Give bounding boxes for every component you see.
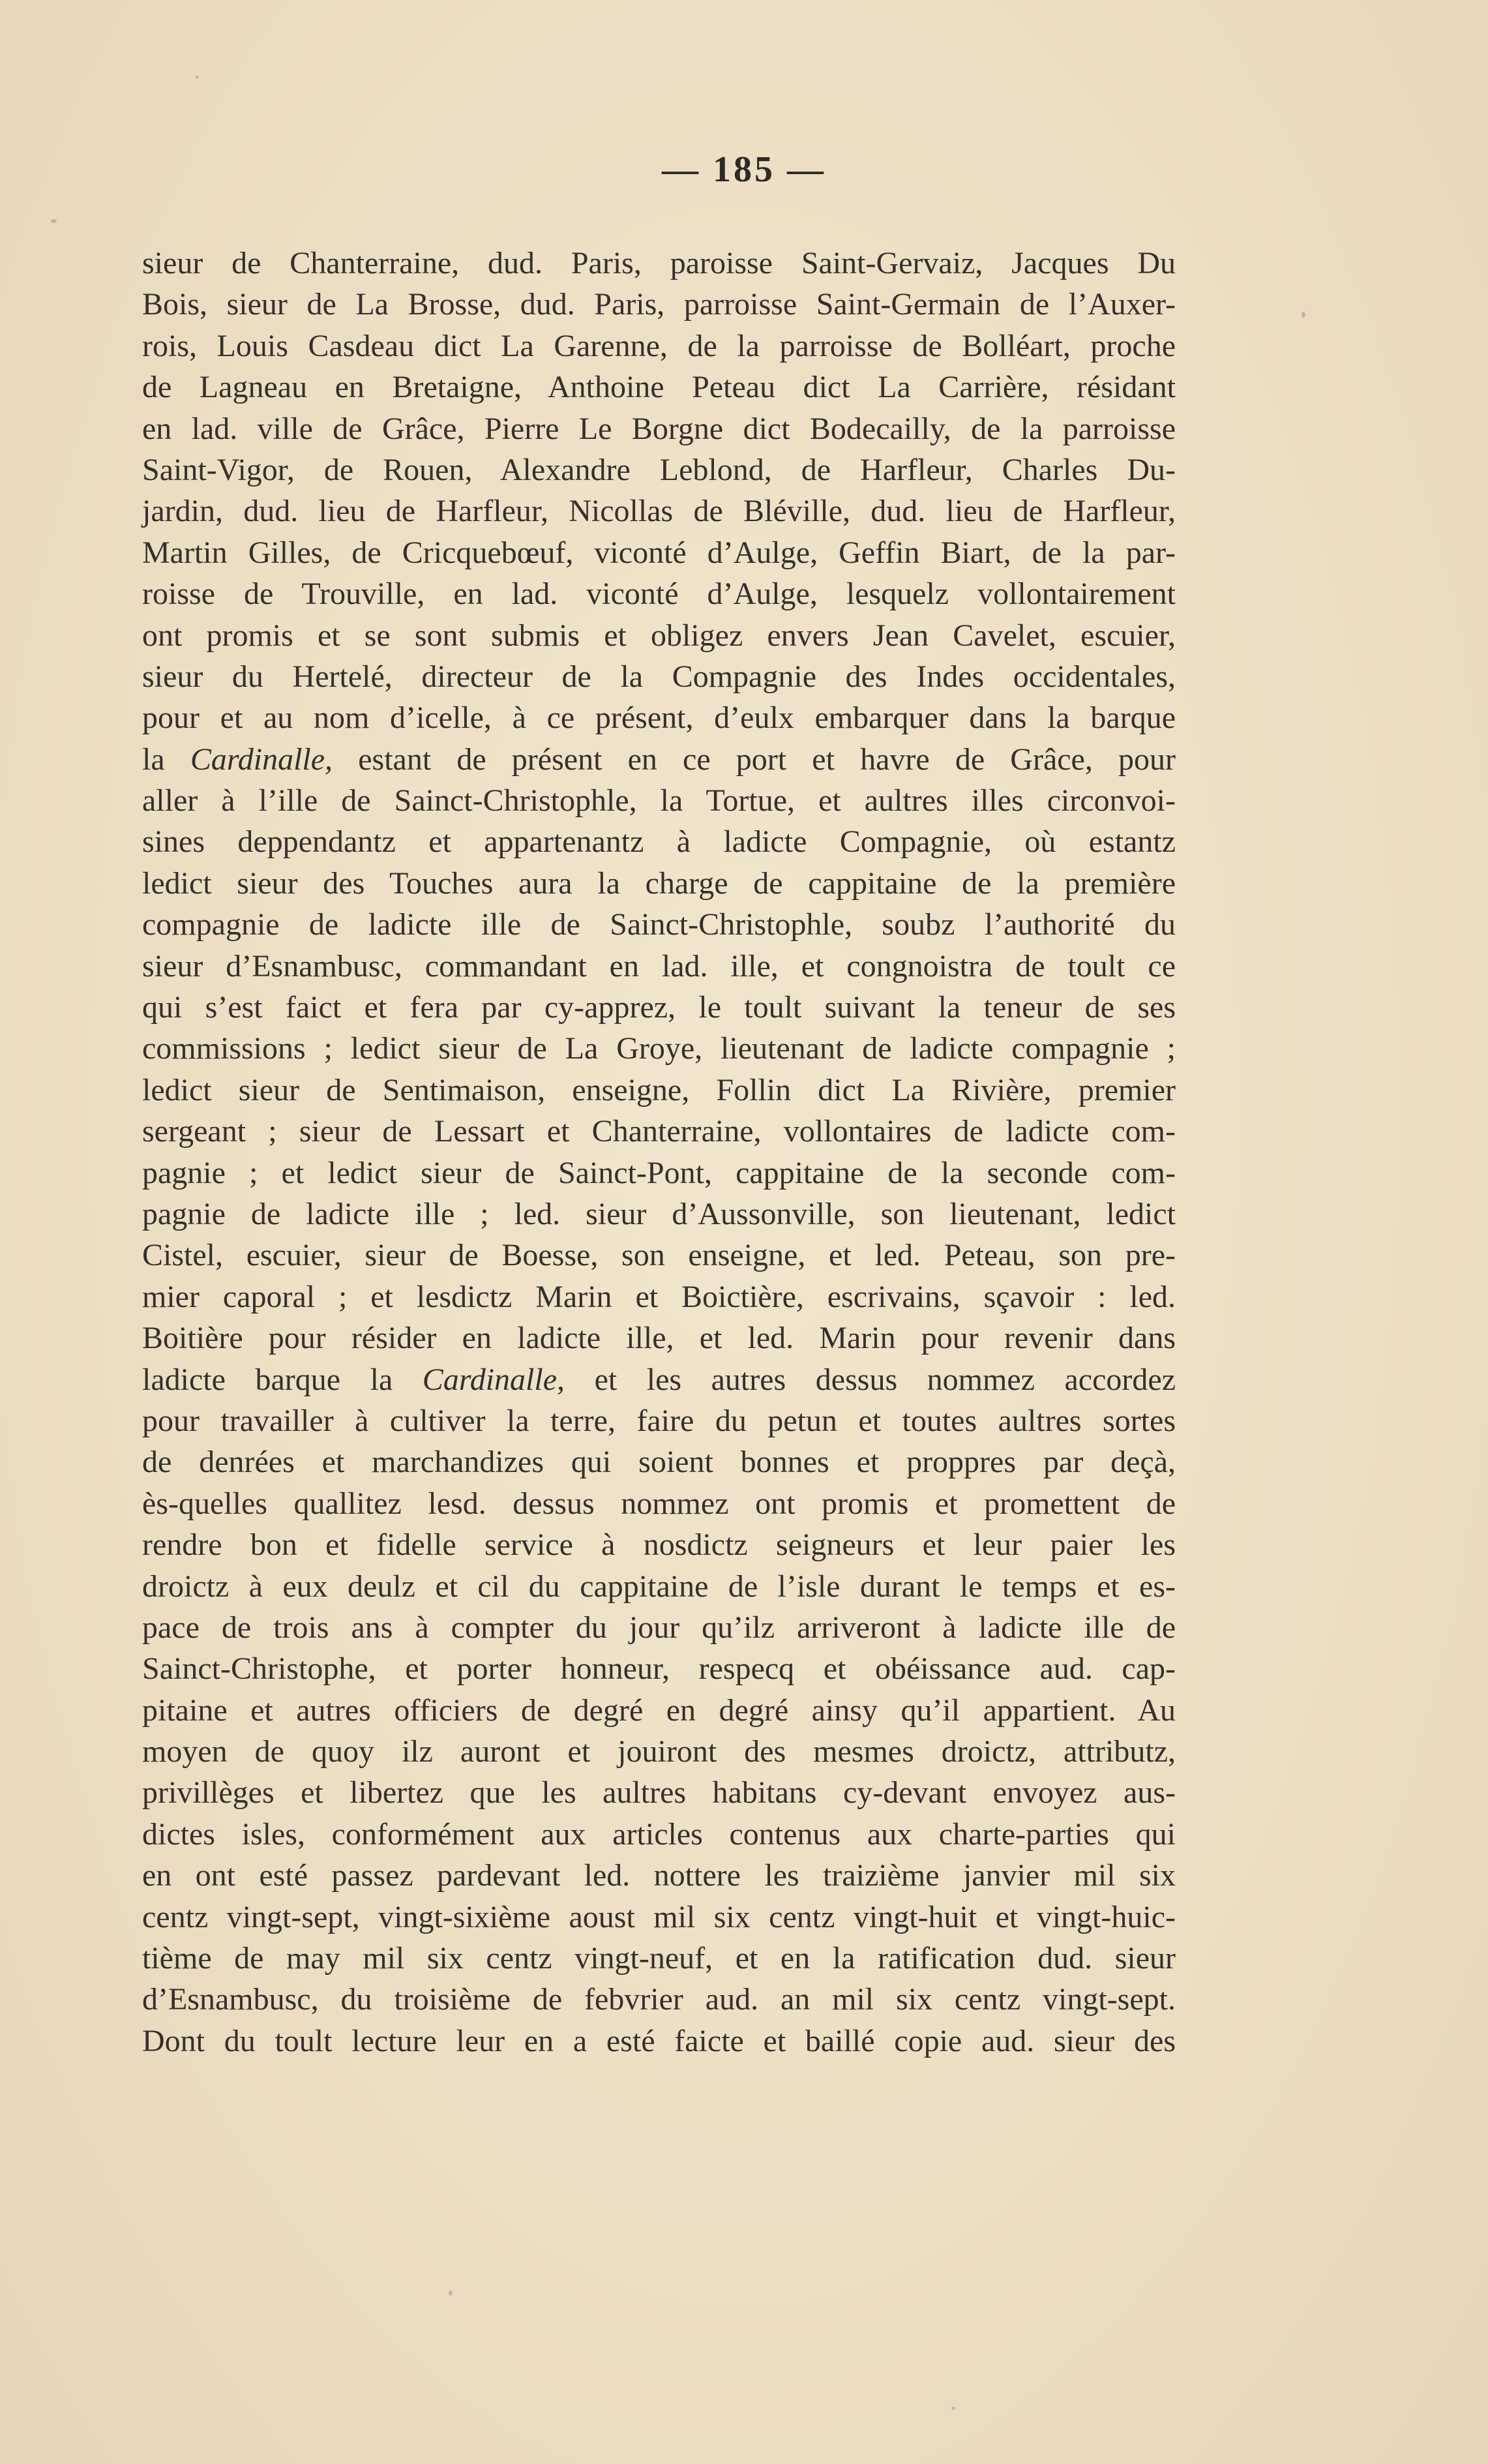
italic-ship-name: Cardinalle,: [190, 742, 333, 777]
paper-speck: [952, 2407, 955, 2410]
text-line: sines deppendantz et appartenantz à ladicte Compagnie, où estantz: [142, 824, 1176, 860]
text-line: Sainct-Christophe, et porter honneur, respecq et obéissance aud. cap-: [142, 1651, 1176, 1687]
text-line: de denrées et marchandizes qui soient bonnes et proppres par deçà,: [142, 1445, 1176, 1480]
paper-speck: [1302, 312, 1305, 318]
text-line: Martin Gilles, de Cricquebœuf, viconté d’Aulge, Geffin Biart, de la par-: [142, 535, 1176, 570]
page-number: — 185 —: [662, 149, 826, 190]
text-line: aller à l’ille de Sainct-Christophle, la Tortue, et aultres illes circonvoi-: [142, 783, 1176, 819]
text-line: sieur du Hertelé, directeur de la Compagnie des Indes occidentales,: [142, 659, 1176, 694]
paper-speck: [196, 76, 199, 79]
text-line: ledict sieur de Sentimaison, enseigne, Follin dict La Rivière, premier: [142, 1072, 1176, 1107]
italic-ship-name: Cardinalle,: [422, 1362, 565, 1397]
text-line: Saint-Vigor, de Rouen, Alexandre Leblond, de Harfleur, Charles Du-: [142, 452, 1176, 487]
text-line: pagnie ; et ledict sieur de Sainct-Pont, cappitaine de la seconde com-: [142, 1155, 1176, 1190]
text-line: sieur d’Esnambusc, commandant en lad. ille, et congnoistra de toult ce: [142, 948, 1176, 984]
text-line: en ont esté passez pardevant led. nottere les traizième janvier mil six: [142, 1858, 1176, 1893]
text-line: rois, Louis Casdeau dict La Garenne, de la parroisse de Bolléart, proche: [142, 328, 1176, 363]
text-line: de Lagneau en Bretaigne, Anthoine Peteau dict La Carrière, résidant: [142, 370, 1176, 405]
text-line: mier caporal ; et lesdictz Marin et Boictière, escrivains, sçavoir : led.: [142, 1279, 1176, 1314]
text-line: Dont du toult lecture leur en a esté faicte et baillé copie aud. sieur des: [142, 2023, 1176, 2058]
text-line: tième de may mil six centz vingt-neuf, et en la ratification dud. sieur: [142, 1941, 1176, 1976]
text-line: ledict sieur des Touches aura la charge de cappitaine de la première: [142, 865, 1176, 901]
text-line: ès-quelles quallitez lesd. dessus nommez ont promis et promettent de: [142, 1486, 1176, 1521]
text-line: sieur de Chanterraine, dud. Paris, paroisse Saint-Gervaiz, Jacques Du: [142, 246, 1176, 280]
text-line: pour travailler à cultiver la terre, faire du petun et toutes aultres sortes: [142, 1403, 1176, 1438]
paper-speck: [449, 2291, 453, 2296]
text-line: pour et au nom d’icelle, à ce présent, d’eulx embarquer dans la barque: [142, 700, 1176, 736]
text-line: ont promis et se sont submis et obligez envers Jean Cavelet, escuier,: [142, 618, 1176, 653]
text-line: pitaine et autres officiers de degré en degré ainsy qu’il appartient. Au: [142, 1692, 1176, 1728]
text-line: Boitière pour résider en ladicte ille, et led. Marin pour revenir dans: [142, 1321, 1176, 1356]
text-line: centz vingt-sept, vingt-sixième aoust mil six centz vingt-huit et vingt-huic-: [142, 1899, 1176, 1934]
text-line: moyen de quoy ilz auront et jouiront des mesmes droictz, attributz,: [142, 1734, 1176, 1769]
text-line: compagnie de ladicte ille de Sainct-Christophle, soubz l’authorité du: [142, 907, 1176, 942]
text-line: jardin, dud. lieu de Harfleur, Nicollas de Bléville, dud. lieu de Harfleur,: [142, 494, 1176, 529]
text-line: sergeant ; sieur de Lessart et Chanterraine, vollontaires de ladicte com-: [142, 1114, 1176, 1149]
text-line: en lad. ville de Grâce, Pierre Le Borgne dict Bodecailly, de la parroisse: [142, 411, 1176, 446]
text-line: rendre bon et fidelle service à nosdictz seigneurs et leur paier les: [142, 1527, 1176, 1563]
text-line: Bois, sieur de La Brosse, dud. Paris, parroisse Saint-Germain de l’Auxer-: [142, 287, 1176, 322]
text-line: ladicte barque la Cardinalle, et les autres dessus nommez accordez: [142, 1362, 1176, 1397]
text-line: dictes isles, conformément aux articles contenus aux charte-parties qui: [142, 1816, 1176, 1852]
text-line: pace de trois ans à compter du jour qu’ilz arriveront à ladicte ille de: [142, 1610, 1176, 1645]
text-line: roisse de Trouville, en lad. viconté d’Aulge, lesquelz vollontairement: [142, 577, 1176, 612]
text-line: Cistel, escuier, sieur de Boesse, son enseigne, et led. Peteau, son pre-: [142, 1238, 1176, 1273]
text-line: droictz à eux deulz et cil du cappitaine de l’isle durant le temps et es-: [142, 1569, 1176, 1604]
text-line: privillèges et libertez que les aultres habitans cy-devant envoyez aus-: [142, 1775, 1176, 1810]
text-line: d’Esnambusc, du troisième de febvrier aud. an mil six centz vingt-sept.: [142, 1982, 1176, 2017]
text-line: la Cardinalle, estant de présent en ce port et havre de Grâce, pour: [142, 742, 1176, 777]
text-line: qui s’est faict et fera par cy-apprez, le toult suivant la teneur de ses: [142, 990, 1176, 1025]
text-line: pagnie de ladicte ille ; led. sieur d’Aussonville, son lieutenant, ledict: [142, 1196, 1176, 1231]
body-text: [142, 243, 1176, 2062]
text-line: commissions ; ledict sieur de La Groye, lieutenant de ladicte compagnie ;: [142, 1031, 1176, 1066]
paper-speck: [51, 219, 57, 223]
